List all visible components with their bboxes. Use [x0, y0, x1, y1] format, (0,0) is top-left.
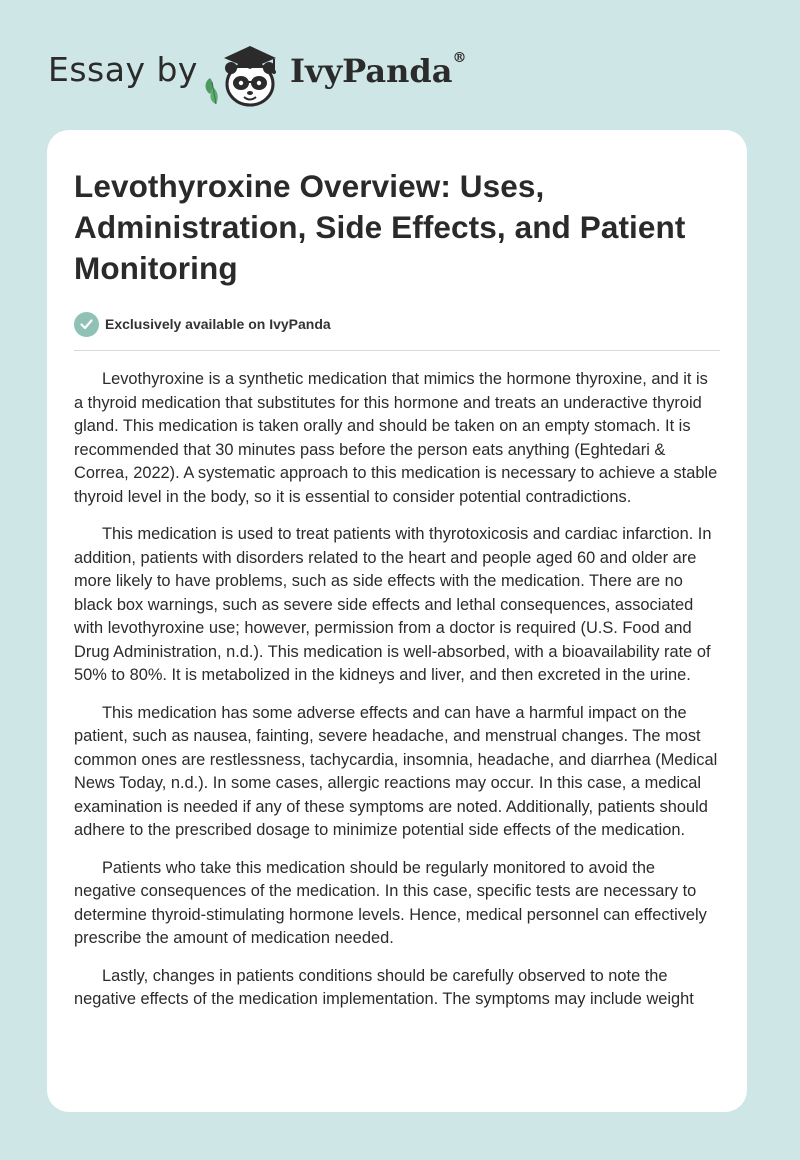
trademark-symbol: ® — [452, 50, 467, 66]
exclusive-badge-text: Exclusively available on IvyPanda — [105, 316, 331, 332]
checkmark-icon — [74, 312, 99, 337]
panda-graduate-icon — [200, 38, 284, 108]
brand-name — [290, 52, 466, 90]
brand-name-text: IvyPanda — [290, 52, 453, 90]
essay-body — [74, 368, 720, 1012]
exclusive-badge — [74, 311, 720, 337]
paragraph: This medication is used to treat patients with thyrotoxicosis and cardiac infarction. In addition, patients with disorders related to the heart and people aged 60 and older are more likely to have problems, such as side effects with the medication. There are no black box warnings, such as severe side effects and lethal consequences, associated with levothyroxine use; however, permission from a doctor is required (U.S. Food and Drug Administration, n.d.). This medication is well-absorbed, with a bioavailability rate of 50% to 80%. It is metabolized in the kidneys and liver, and then excreted in the urine. — [74, 525, 712, 684]
paragraph: Lastly, changes in patients conditions should be carefully observed to note the negative effects of the medication implementation. The symptoms may include weight — [74, 966, 694, 1008]
divider — [74, 350, 720, 351]
paragraph: This medication has some adverse effects and can have a harmful impact on the patient, such as nausea, fainting, severe headache, and menstrual changes. The most common ones are restlessness, tachycardia, insomnia, headache, and diarrhea (Medical News Today, n.d.). In some cases, allergic reactions may occur. In this case, a medical examination is needed if any of these symptoms are noted. Additionally, patients should adhere to the prescribed dosage to minimize potential side effects of the medication. — [74, 703, 718, 839]
paragraph: Patients who take this medication should be regularly monitored to avoid the negative consequences of the medication. In this case, specific tests are necessary to determine thyroid-stimulating hormone levels. Hence, medical personnel can effectively prescribe the amount of medication needed. — [74, 858, 707, 947]
essay-title: Levothyroxine Overview: Uses, Administration, Side Effects, and Patient Monitoring — [74, 168, 686, 286]
essay-card — [47, 130, 747, 1112]
paragraph: Levothyroxine is a synthetic medication that mimics the hormone thyroxine, and it is a thyroid medication that substitutes for this hormone and treats an underactive thyroid gland. This medication is taken orally and should be taken on an empty stomach. It is recommended that 30 minutes pass before the person eats anything (Eghtedari & Correa, 2022). A systematic approach to this medication is necessary to achieve a stable thyroid level in the body, so it is essential to consider potential contradictions. — [74, 370, 718, 506]
site-header — [0, 0, 800, 130]
brand-prefix: Essay by — [48, 50, 198, 89]
